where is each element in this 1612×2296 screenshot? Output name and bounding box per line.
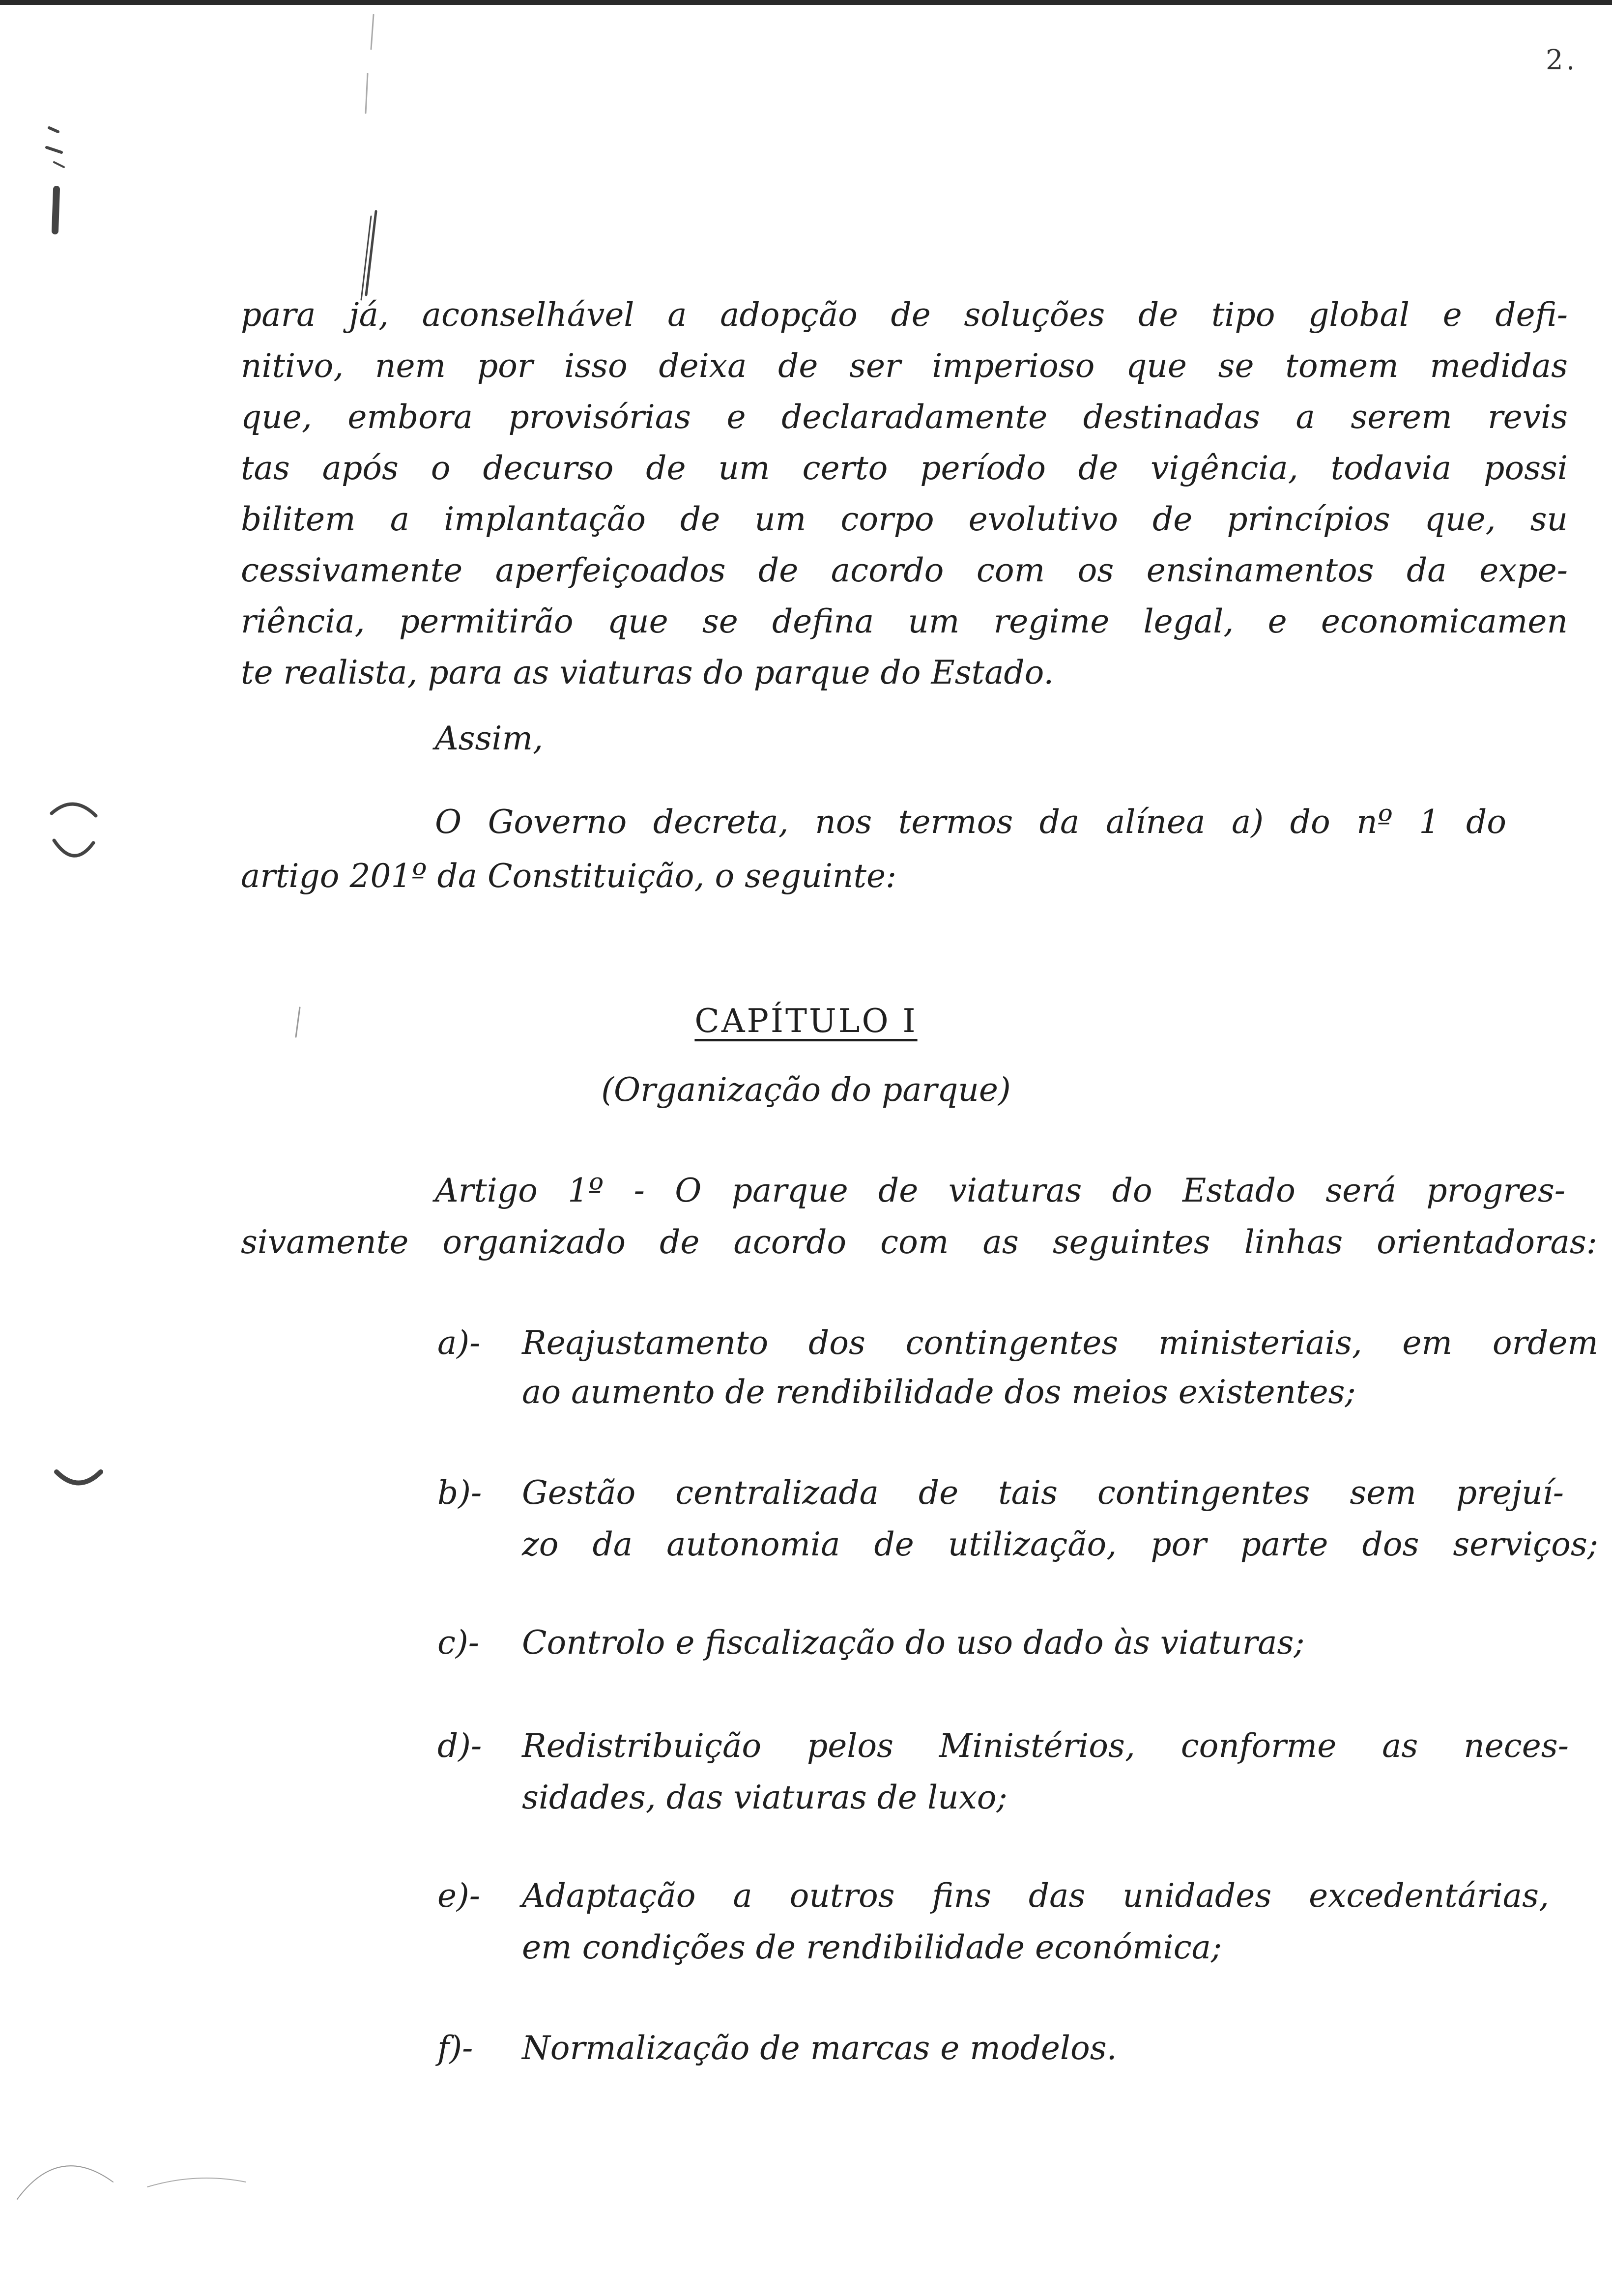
preamble-line-3: que, embora provisórias e declaradamente destinadas a serem revis [241,398,1568,436]
item-b-marker: b)- [437,1474,482,1512]
chapter-title: CAPÍTULO I [694,1002,918,1040]
preamble-line-5: bilitem a implantação de um corpo evolutivo de princípios que, su [241,500,1568,538]
decree-line-1: O Governo decreta, nos termos da alínea a) do nº 1 do [435,803,1506,841]
item-d-line-2: sidades, das viaturas de luxo; [522,1779,1008,1816]
item-e-marker: e)- [437,1877,481,1915]
top-border-line [0,0,1612,5]
item-f-line-1: Normalização de marcas e modelos. [522,2029,1117,2067]
preamble-line-6: cessivamente aperfeiçoados de acordo com os ensinamentos da expe- [241,551,1568,589]
decree-line-2: artigo 201º da Constituição, o seguinte: [241,857,897,895]
preamble-line-4: tas após o decurso de um certo período de vigência, todavia possi [241,449,1568,487]
preamble-line-1: para já, aconselhável a adopção de soluções de tipo global e defi- [241,296,1568,334]
article-1-line-1: Artigo 1º - O parque de viaturas do Estado será progres- [435,1172,1565,1209]
preamble-line-2: nitivo, nem por isso deixa de ser imperioso que se tomem medidas [241,347,1568,385]
assim-text: Assim, [435,719,544,757]
preamble-line-7: riência, permitirão que se defina um regime legal, e economicamen [241,603,1568,640]
item-a-marker: a)- [437,1324,481,1362]
item-d-line-1: Redistribuição pelos Ministérios, conforme as neces- [522,1727,1569,1765]
article-1-line-2: sivamente organizado de acordo com as seguintes linhas orientadoras: [241,1223,1597,1261]
chapter-subtitle: (Organização do parque) [601,1071,1011,1109]
item-a-line-1: Reajustamento dos contingentes ministeriais, em ordem [522,1324,1598,1362]
item-e-line-1: Adaptação a outros fins das unidades excedentárias, [522,1877,1549,1915]
item-c-line-1: Controlo e fiscalização do uso dado às viaturas; [522,1624,1305,1662]
item-c-marker: c)- [437,1624,480,1662]
item-e-line-2: em condições de rendibilidade económica; [522,1928,1222,1966]
preamble-line-8: te realista, para as viaturas do parque do Estado. [241,654,1054,691]
page-number: 2. [1546,44,1578,76]
item-b-line-1: Gestão centralizada de tais contingentes sem prejuí- [522,1474,1564,1512]
item-f-marker: f)- [437,2029,473,2067]
item-d-marker: d)- [437,1727,482,1765]
item-b-line-2: zo da autonomia de utilização, por parte dos serviços; [522,1525,1598,1563]
item-a-line-2: ao aumento de rendibilidade dos meios existentes; [522,1373,1356,1411]
